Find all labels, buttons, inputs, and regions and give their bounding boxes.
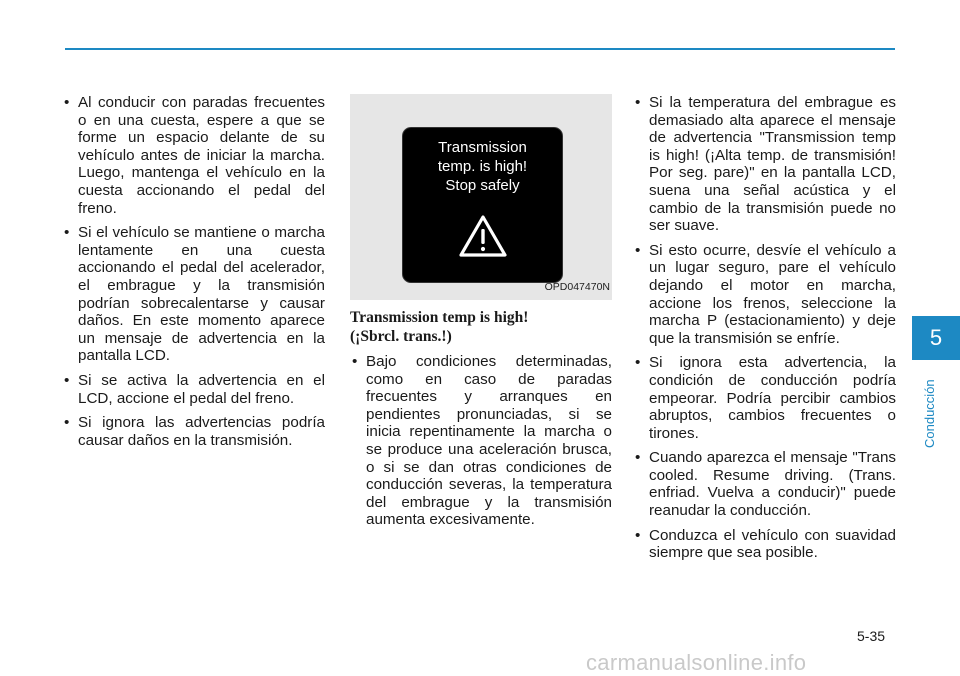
list-item: • Al conducir con paradas frecuentes o en una cuesta, espere a que se forme un espacio delante de su vehículo antes de iniciar la marcha. Luego, mantenga el vehículo en la cuesta accionando el pedal del freno. [62, 94, 325, 217]
chapter-label: Conducción [922, 379, 937, 448]
page-number: 5-35 [857, 628, 886, 644]
dashboard-figure [350, 94, 612, 300]
list-item: • Si ignora las advertencias podría causar daños en la transmisión. [62, 414, 325, 449]
middle-bullet-list [350, 353, 612, 529]
top-divider [65, 48, 895, 50]
list-item: • Si esto ocurre, desvíe el vehículo a un lugar seguro, pare el vehículo dejando el motor en marcha, accione los frenos, seleccione la marcha P (estacionamiento) y deje que la transmisión se enfríe. [633, 242, 896, 348]
left-column [62, 94, 325, 456]
section-heading-line-1: Transmission temp is high! [350, 309, 529, 326]
section-heading [350, 308, 612, 346]
list-item: • Conduzca el vehículo con suavidad siempre que sea posible. [633, 527, 896, 562]
list-item: • Bajo condiciones determinadas, como en caso de paradas frecuentes y arranques en pendientes pronunciadas, si se inicia repentinamente la marcha o se produce una aceleración brusca, o si se dan otras condiciones de conducción severas, la temperatura del embrague y la transmisión aumenta excesivamente. [350, 353, 612, 529]
warning-triangle-icon [458, 214, 508, 258]
list-item: • Si se activa la advertencia en el LCD, accione el pedal del freno. [62, 372, 325, 407]
list-item: • Si el vehículo se mantiene o marcha lentamente en una cuesta accionando el pedal del acelerador, el embrague y la transmisión podrían sobrecalentarse y causar daños. En este momento aparece un mensaje de advertencia en la pantalla LCD. [62, 224, 325, 365]
right-column [633, 94, 896, 569]
left-bullet-list [62, 94, 325, 449]
middle-column [350, 94, 612, 536]
list-item: • Cuando aparezca el mensaje "Trans cooled. Resume driving. (Trans. enfriad. Vuelva a conducir)" puede reanudar la conducción. [633, 449, 896, 519]
watermark: carmanualsonline.info [586, 650, 807, 675]
chapter-tab: 5 [912, 316, 960, 360]
right-bullet-list [633, 94, 896, 562]
section-heading-line-2: (¡Sbrcl. trans.!) [350, 328, 452, 345]
list-item: • Si ignora esta advertencia, la condición de conducción podría empeorar. Podría percibir cambios abruptos, cambios frecuentes o tirones. [633, 354, 896, 442]
lcd-warning-screen [402, 127, 563, 283]
lcd-line-2: temp. is high! [437, 158, 528, 175]
lcd-line-3: Stop safely [445, 177, 520, 194]
list-item: • Si la temperatura del embrague es demasiado alta aparece el mensaje de advertencia "Transmission temp is high! (¡Alta temp. de transmisión! Por seg. pare)" en la pantalla LCD, suena una señal acústica y el cambio de la transmisión puede no ser suave. [633, 94, 896, 235]
lcd-message [403, 138, 562, 195]
figure-code: OPD047470N [544, 281, 610, 294]
lcd-line-1: Transmission [438, 139, 527, 156]
